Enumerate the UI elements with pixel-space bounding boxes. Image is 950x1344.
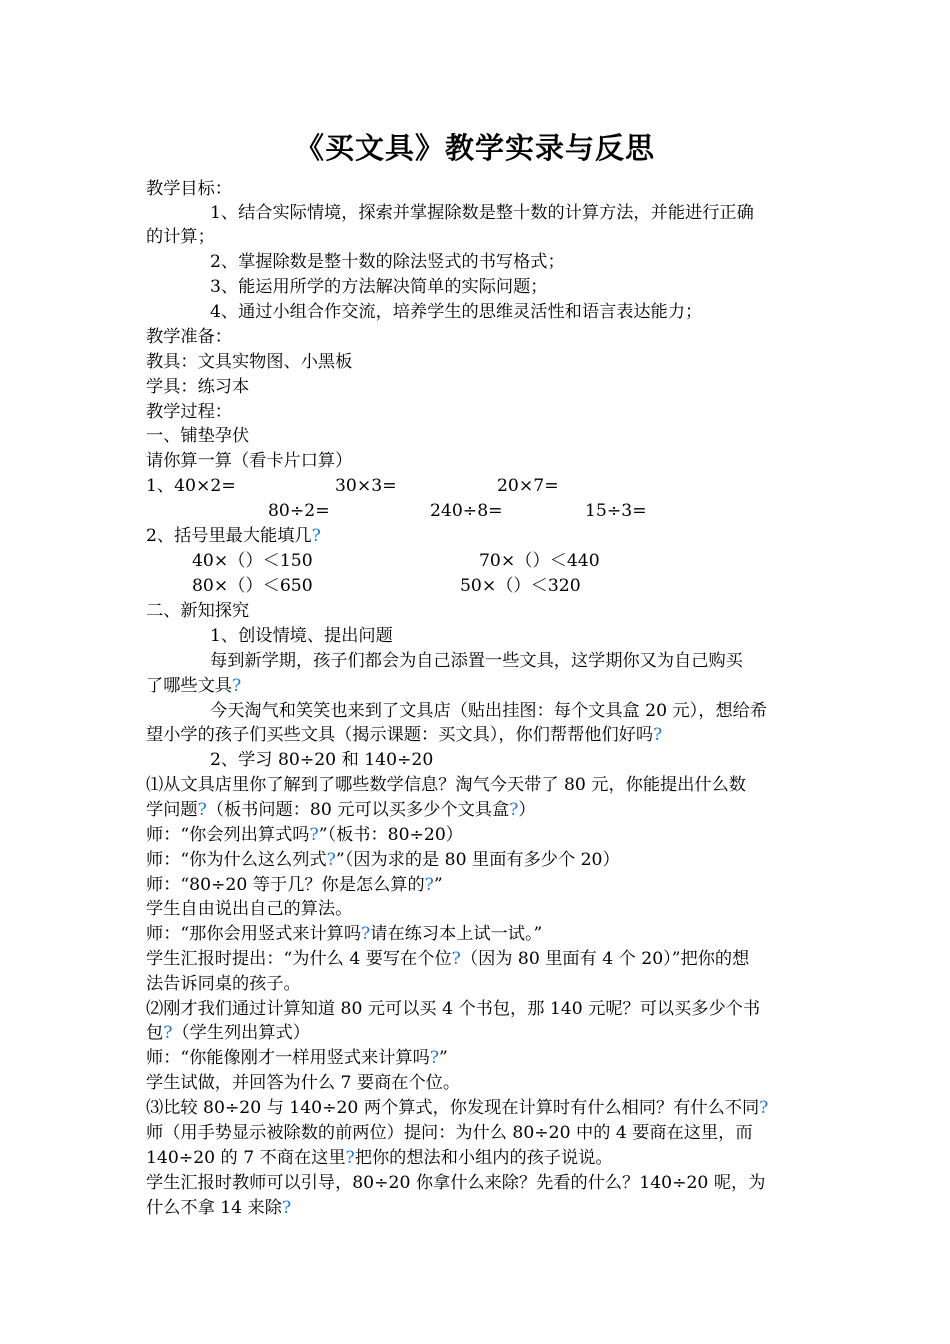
text: ”（因为求的是 80 里面有多少个 20） xyxy=(335,850,620,870)
text: 师：“80÷20 等于几？你是怎么算的 xyxy=(146,875,425,895)
paragraph-line xyxy=(146,1146,613,1171)
text: 把你的想法和小组内的孩子说说。 xyxy=(354,1148,613,1168)
paragraph-line xyxy=(146,1046,448,1071)
text: 师：“你会列出算式吗 xyxy=(146,825,310,845)
paragraph-line xyxy=(146,922,542,947)
text: ） xyxy=(518,800,536,820)
paragraph-line: 师（用手势显示被除数的前两位）提问：为什么 80÷20 中的 4 要商在这里，而 xyxy=(146,1123,753,1143)
prep-student: 学具：练习本 xyxy=(146,377,250,397)
text: 望小学的孩子们买些文具（揭示课题：买文具），你们帮帮他们好吗 xyxy=(146,725,654,745)
paragraph-line xyxy=(146,873,443,898)
text: 师：“那你会用竖式来计算吗 xyxy=(146,924,362,944)
goal-2: 2、掌握除数是整十数的除法竖式的书写格式； xyxy=(210,252,565,272)
text: （学生列出算式） xyxy=(172,1023,310,1043)
part1-intro: 请你算一算（看卡片口算） xyxy=(146,451,353,471)
paragraph-line: ⑴从文具店里你了解到了哪些数学信息？淘气今天带了 80 元，你能提出什么数 xyxy=(146,775,746,795)
text: 包 xyxy=(146,1023,164,1043)
question-mark: ? xyxy=(424,875,434,895)
text: ” xyxy=(433,875,443,895)
inequality: 70×（）＜440 xyxy=(479,551,600,571)
question-mark: ? xyxy=(197,800,207,820)
question-mark: ? xyxy=(759,1098,769,1118)
question-mark: ? xyxy=(311,526,321,546)
calc-item: 80÷2= xyxy=(268,501,330,521)
text: （板书问题：80 元可以买多少个文具盒 xyxy=(206,800,510,820)
question-mark: ? xyxy=(345,1148,355,1168)
text: ”（板书：80÷20） xyxy=(318,825,463,845)
paragraph-line: 今天淘气和笑笑也来到了文具店（贴出挂图：每个文具盒 20 元），想给希 xyxy=(210,701,768,721)
calc-item: 240÷8= xyxy=(430,501,503,521)
part2-step-2: 2、学习 80÷20 和 140÷20 xyxy=(210,750,434,770)
inequality: 50×（）＜320 xyxy=(460,576,581,596)
goal-1-line-2: 的计算； xyxy=(146,227,215,247)
text: 师：“你能像刚才一样用竖式来计算吗 xyxy=(146,1048,430,1068)
question-mark: ? xyxy=(231,676,242,696)
paragraph-line: 学生汇报时教师可以引导，80÷20 你拿什么来除？先看的什么？140÷20 呢，为 xyxy=(146,1173,766,1193)
question-mark: ? xyxy=(451,949,461,969)
part1-question-2 xyxy=(146,524,321,549)
paragraph-line: ⑵刚才我们通过计算知道 80 元可以买 4 个书包，那 140 元呢？可以买多少个书 xyxy=(146,999,761,1019)
goal-1-line-1: 1、结合实际情境，探索并掌握除数是整十数的计算方法，并能进行正确 xyxy=(210,203,754,223)
paragraph-line xyxy=(146,674,241,699)
inequality: 80×（）＜650 xyxy=(192,576,313,596)
calc-item: 30×3= xyxy=(335,476,397,496)
text: 请在练习本上试一试。” xyxy=(370,924,543,944)
document-title: 《买文具》教学实录与反思 xyxy=(294,131,655,165)
question-mark: ? xyxy=(509,800,519,820)
question-text: 2、括号里最大能填几 xyxy=(146,526,312,546)
part2-step-1: 1、创设情境、提出问题 xyxy=(210,626,393,646)
inequality: 40×（）＜150 xyxy=(192,551,313,571)
text: 什么不拿 14 来除 xyxy=(146,1198,282,1218)
goal-4: 4、通过小组合作交流，培养学生的思维灵活性和语言表达能力； xyxy=(210,302,703,322)
paragraph-line xyxy=(146,947,749,972)
question-mark: ? xyxy=(429,1048,440,1068)
paragraph-line xyxy=(146,848,620,873)
text: 了哪些文具 xyxy=(146,676,232,696)
text: 学问题 xyxy=(146,800,198,820)
text: （因为 80 里面有 4 个 20）”把你的想 xyxy=(460,949,750,969)
question-mark: ? xyxy=(361,924,371,944)
part2-heading: 二、新知探究 xyxy=(146,601,250,621)
paragraph-line: 法告诉同桌的孩子。 xyxy=(146,974,301,994)
text: ” xyxy=(439,1048,448,1068)
paragraph-line xyxy=(146,1021,310,1046)
paragraph-line xyxy=(146,1096,768,1121)
text: ⑶比较 80÷20 与 140÷20 两个算式，你发现在计算时有什么相同？有什么不同 xyxy=(146,1098,760,1118)
paragraph-line xyxy=(146,823,463,848)
text: 师：“你为什么这么列式 xyxy=(146,850,327,870)
question-mark: ? xyxy=(281,1198,292,1218)
paragraph-line xyxy=(146,798,536,823)
prep-teacher: 教具：文具实物图、小黑板 xyxy=(146,352,353,372)
question-mark: ? xyxy=(326,850,336,870)
question-mark: ? xyxy=(163,1023,173,1043)
text: 140÷20 的 7 不商在这里 xyxy=(146,1148,346,1168)
question-mark: ? xyxy=(653,725,663,745)
paragraph-line xyxy=(146,723,662,748)
calc-item: 20×7= xyxy=(497,476,559,496)
part1-heading: 一、铺垫孕伏 xyxy=(146,426,250,446)
text: 学生汇报时提出：“为什么 4 要写在个位 xyxy=(146,949,452,969)
calc-item: 1、40×2= xyxy=(146,476,236,496)
question-mark: ? xyxy=(309,825,319,845)
paragraph-line xyxy=(146,1196,291,1221)
paragraph-line: 学生自由说出自己的算法。 xyxy=(146,899,353,919)
paragraph-line: 学生试做，并回答为什么 7 要商在个位。 xyxy=(146,1073,461,1093)
goals-heading: 教学目标： xyxy=(146,179,232,199)
goal-3: 3、能运用所学的方法解决简单的实际问题； xyxy=(210,277,548,297)
prep-heading: 教学准备： xyxy=(146,327,232,347)
process-heading: 教学过程： xyxy=(146,402,232,422)
paragraph-line: 每到新学期，孩子们都会为自己添置一些文具，这学期你又为自己购买 xyxy=(210,651,743,671)
calc-item: 15÷3= xyxy=(585,501,647,521)
